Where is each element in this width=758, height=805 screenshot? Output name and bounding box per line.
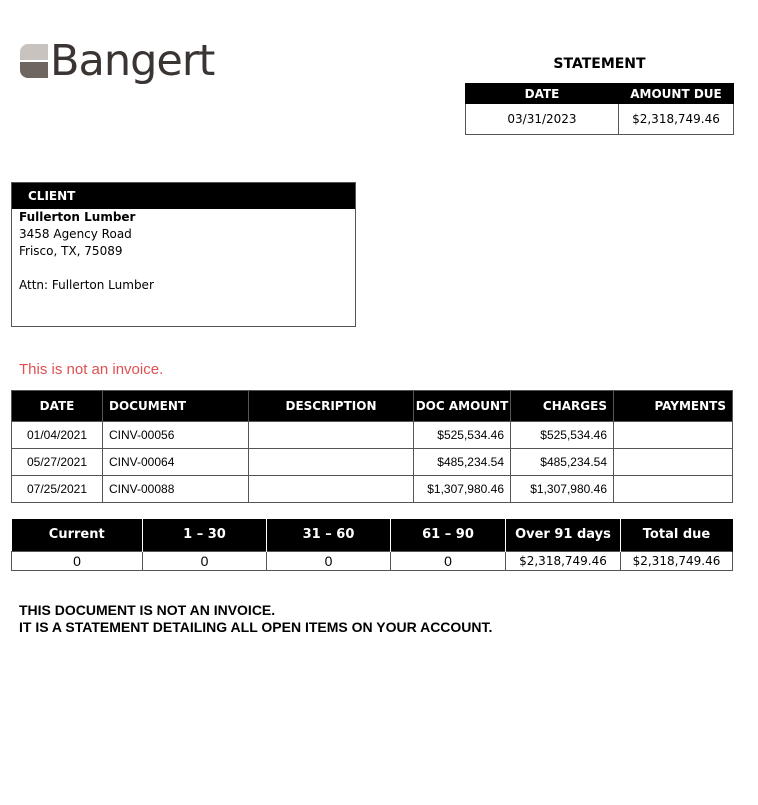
statement-amount-due-header: AMOUNT DUE	[619, 84, 734, 104]
table-row	[12, 476, 733, 503]
row-payments	[614, 422, 733, 449]
row-document: CINV-00088	[103, 476, 249, 503]
footer-line-1: THIS DOCUMENT IS NOT AN INVOICE.	[19, 602, 276, 618]
statement-summary-table	[465, 83, 734, 135]
aging-table	[11, 519, 733, 571]
footer-line-2: IT IS A STATEMENT DETAILING ALL OPEN ITEMS ON YOUR ACCOUNT.	[19, 619, 493, 635]
row-charges: $525,534.46	[511, 422, 614, 449]
statement-amount-due: $2,318,749.46	[619, 104, 734, 135]
row-date: 05/27/2021	[12, 449, 103, 476]
items-header-row	[12, 391, 733, 422]
not-invoice-notice: This is not an invoice.	[19, 361, 164, 378]
table-row	[12, 449, 733, 476]
client-header: CLIENT	[12, 183, 355, 209]
statement-title: STATEMENT	[553, 56, 646, 72]
row-charges: $485,234.54	[511, 449, 614, 476]
aging-current-value: 0	[12, 551, 143, 570]
row-description	[249, 476, 414, 503]
aging-current-header: Current	[12, 519, 143, 551]
aging-1-30-header: 1 – 30	[143, 519, 267, 551]
aging-values-row	[12, 551, 733, 570]
open-items-table	[11, 390, 733, 503]
row-date: 07/25/2021	[12, 476, 103, 503]
aging-over-91-header: Over 91 days	[506, 519, 621, 551]
aging-over-91-value: $2,318,749.46	[506, 551, 621, 570]
row-payments	[614, 476, 733, 503]
row-charges: $1,307,980.46	[511, 476, 614, 503]
col-description: DESCRIPTION	[249, 391, 414, 422]
aging-61-90-header: 61 – 90	[391, 519, 506, 551]
table-row	[12, 422, 733, 449]
row-doc-amount: $1,307,980.46	[414, 476, 511, 503]
row-doc-amount: $525,534.46	[414, 422, 511, 449]
aging-31-60-header: 31 – 60	[267, 519, 391, 551]
row-document: CINV-00064	[103, 449, 249, 476]
statement-date: 03/31/2023	[466, 104, 619, 135]
col-date: DATE	[12, 391, 103, 422]
row-payments	[614, 449, 733, 476]
row-doc-amount: $485,234.54	[414, 449, 511, 476]
row-description	[249, 422, 414, 449]
logo-mark-icon	[20, 44, 48, 78]
aging-1-30-value: 0	[143, 551, 267, 570]
row-description	[249, 449, 414, 476]
statement-date-header: DATE	[466, 84, 619, 104]
client-address-line2: Frisco, TX, 75089	[19, 244, 123, 258]
client-box	[11, 182, 356, 327]
logo-text: Bangert	[50, 36, 215, 86]
client-attn: Attn: Fullerton Lumber	[19, 278, 154, 292]
row-document: CINV-00056	[103, 422, 249, 449]
company-logo	[20, 38, 214, 84]
client-address-line1: 3458 Agency Road	[19, 227, 132, 241]
col-document: DOCUMENT	[103, 391, 249, 422]
aging-total-due-header: Total due	[621, 519, 733, 551]
aging-61-90-value: 0	[391, 551, 506, 570]
col-doc-amount: DOC AMOUNT	[414, 391, 511, 422]
client-name: Fullerton Lumber	[19, 210, 136, 224]
col-payments: PAYMENTS	[614, 391, 733, 422]
aging-header-row	[12, 519, 733, 551]
col-charges: CHARGES	[511, 391, 614, 422]
footer-disclaimer	[19, 602, 492, 636]
aging-total-due-value: $2,318,749.46	[621, 551, 733, 570]
aging-31-60-value: 0	[267, 551, 391, 570]
row-date: 01/04/2021	[12, 422, 103, 449]
